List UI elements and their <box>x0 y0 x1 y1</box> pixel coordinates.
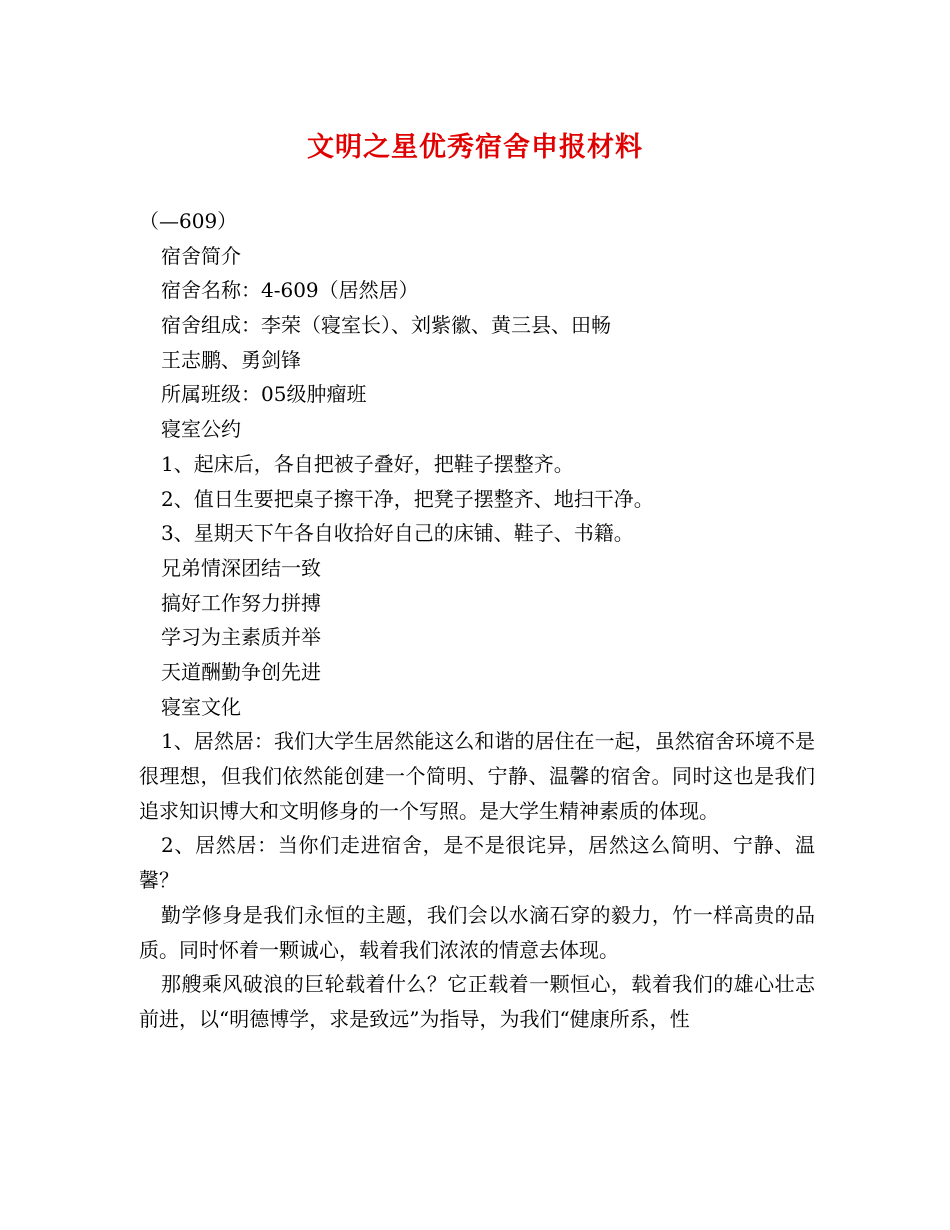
doc-line: 兄弟情深团结一致 <box>161 555 321 580</box>
doc-line: 2、值日生要把桌子擦干净，把凳子摆整齐、地扫干净。 <box>161 486 654 511</box>
doc-paragraph: 2、居然居：当你们走进宿舍，是不是很诧异，居然这么简明、宁静、温馨？ <box>139 833 815 893</box>
doc-line: 寝室文化 <box>161 694 241 719</box>
document-title: 文明之星优秀宿舍申报材料 <box>307 132 643 163</box>
doc-line: 宿舍名称：4-609（居然居） <box>161 278 419 303</box>
doc-line: 1、起床后，各自把被子叠好，把鞋子摆整齐。 <box>161 451 574 476</box>
doc-line: 所属班级：05级肿瘤班 <box>161 382 367 407</box>
doc-line: 学习为主素质并举 <box>161 625 321 650</box>
doc-line: 寝室公约 <box>161 417 241 442</box>
doc-line: 宿舍简介 <box>161 243 241 268</box>
doc-line: 天道酬勤争创先进 <box>161 659 321 684</box>
doc-line: （—609） <box>139 209 238 233</box>
doc-paragraph: 那艘乘风破浪的巨轮载着什么？它正载着一颗恒心，载着我们的雄心壮志前进，以“明德博学，求是致远”为指导，为我们“健康所系，性 <box>139 972 815 1031</box>
doc-line: 搞好工作努力拼搏 <box>161 590 321 615</box>
doc-paragraph: 1、居然居：我们大学生居然能这么和谐的居住在一起，虽然宿舍环境不是很理想，但我们依然能创建一个简明、宁静、温馨的宿舍。同时这也是我们追求知识博大和文明修身的一个写照。是大学生精神素质的体现。 <box>139 729 815 823</box>
doc-line: 王志鹏、勇剑锋 <box>161 347 301 372</box>
document-body <box>139 204 815 1037</box>
doc-line: 3、星期天下午各自收拾好自己的床铺、鞋子、书籍。 <box>161 521 634 546</box>
doc-paragraph: 勤学修身是我们永恒的主题，我们会以水滴石穿的毅力，竹一样高贵的品质。同时怀着一颗诚心，载着我们浓浓的情意去体现。 <box>139 902 815 962</box>
doc-line: 宿舍组成：李荣（寝室长）、刘紫徽、黄三县、田畅 <box>161 313 611 338</box>
